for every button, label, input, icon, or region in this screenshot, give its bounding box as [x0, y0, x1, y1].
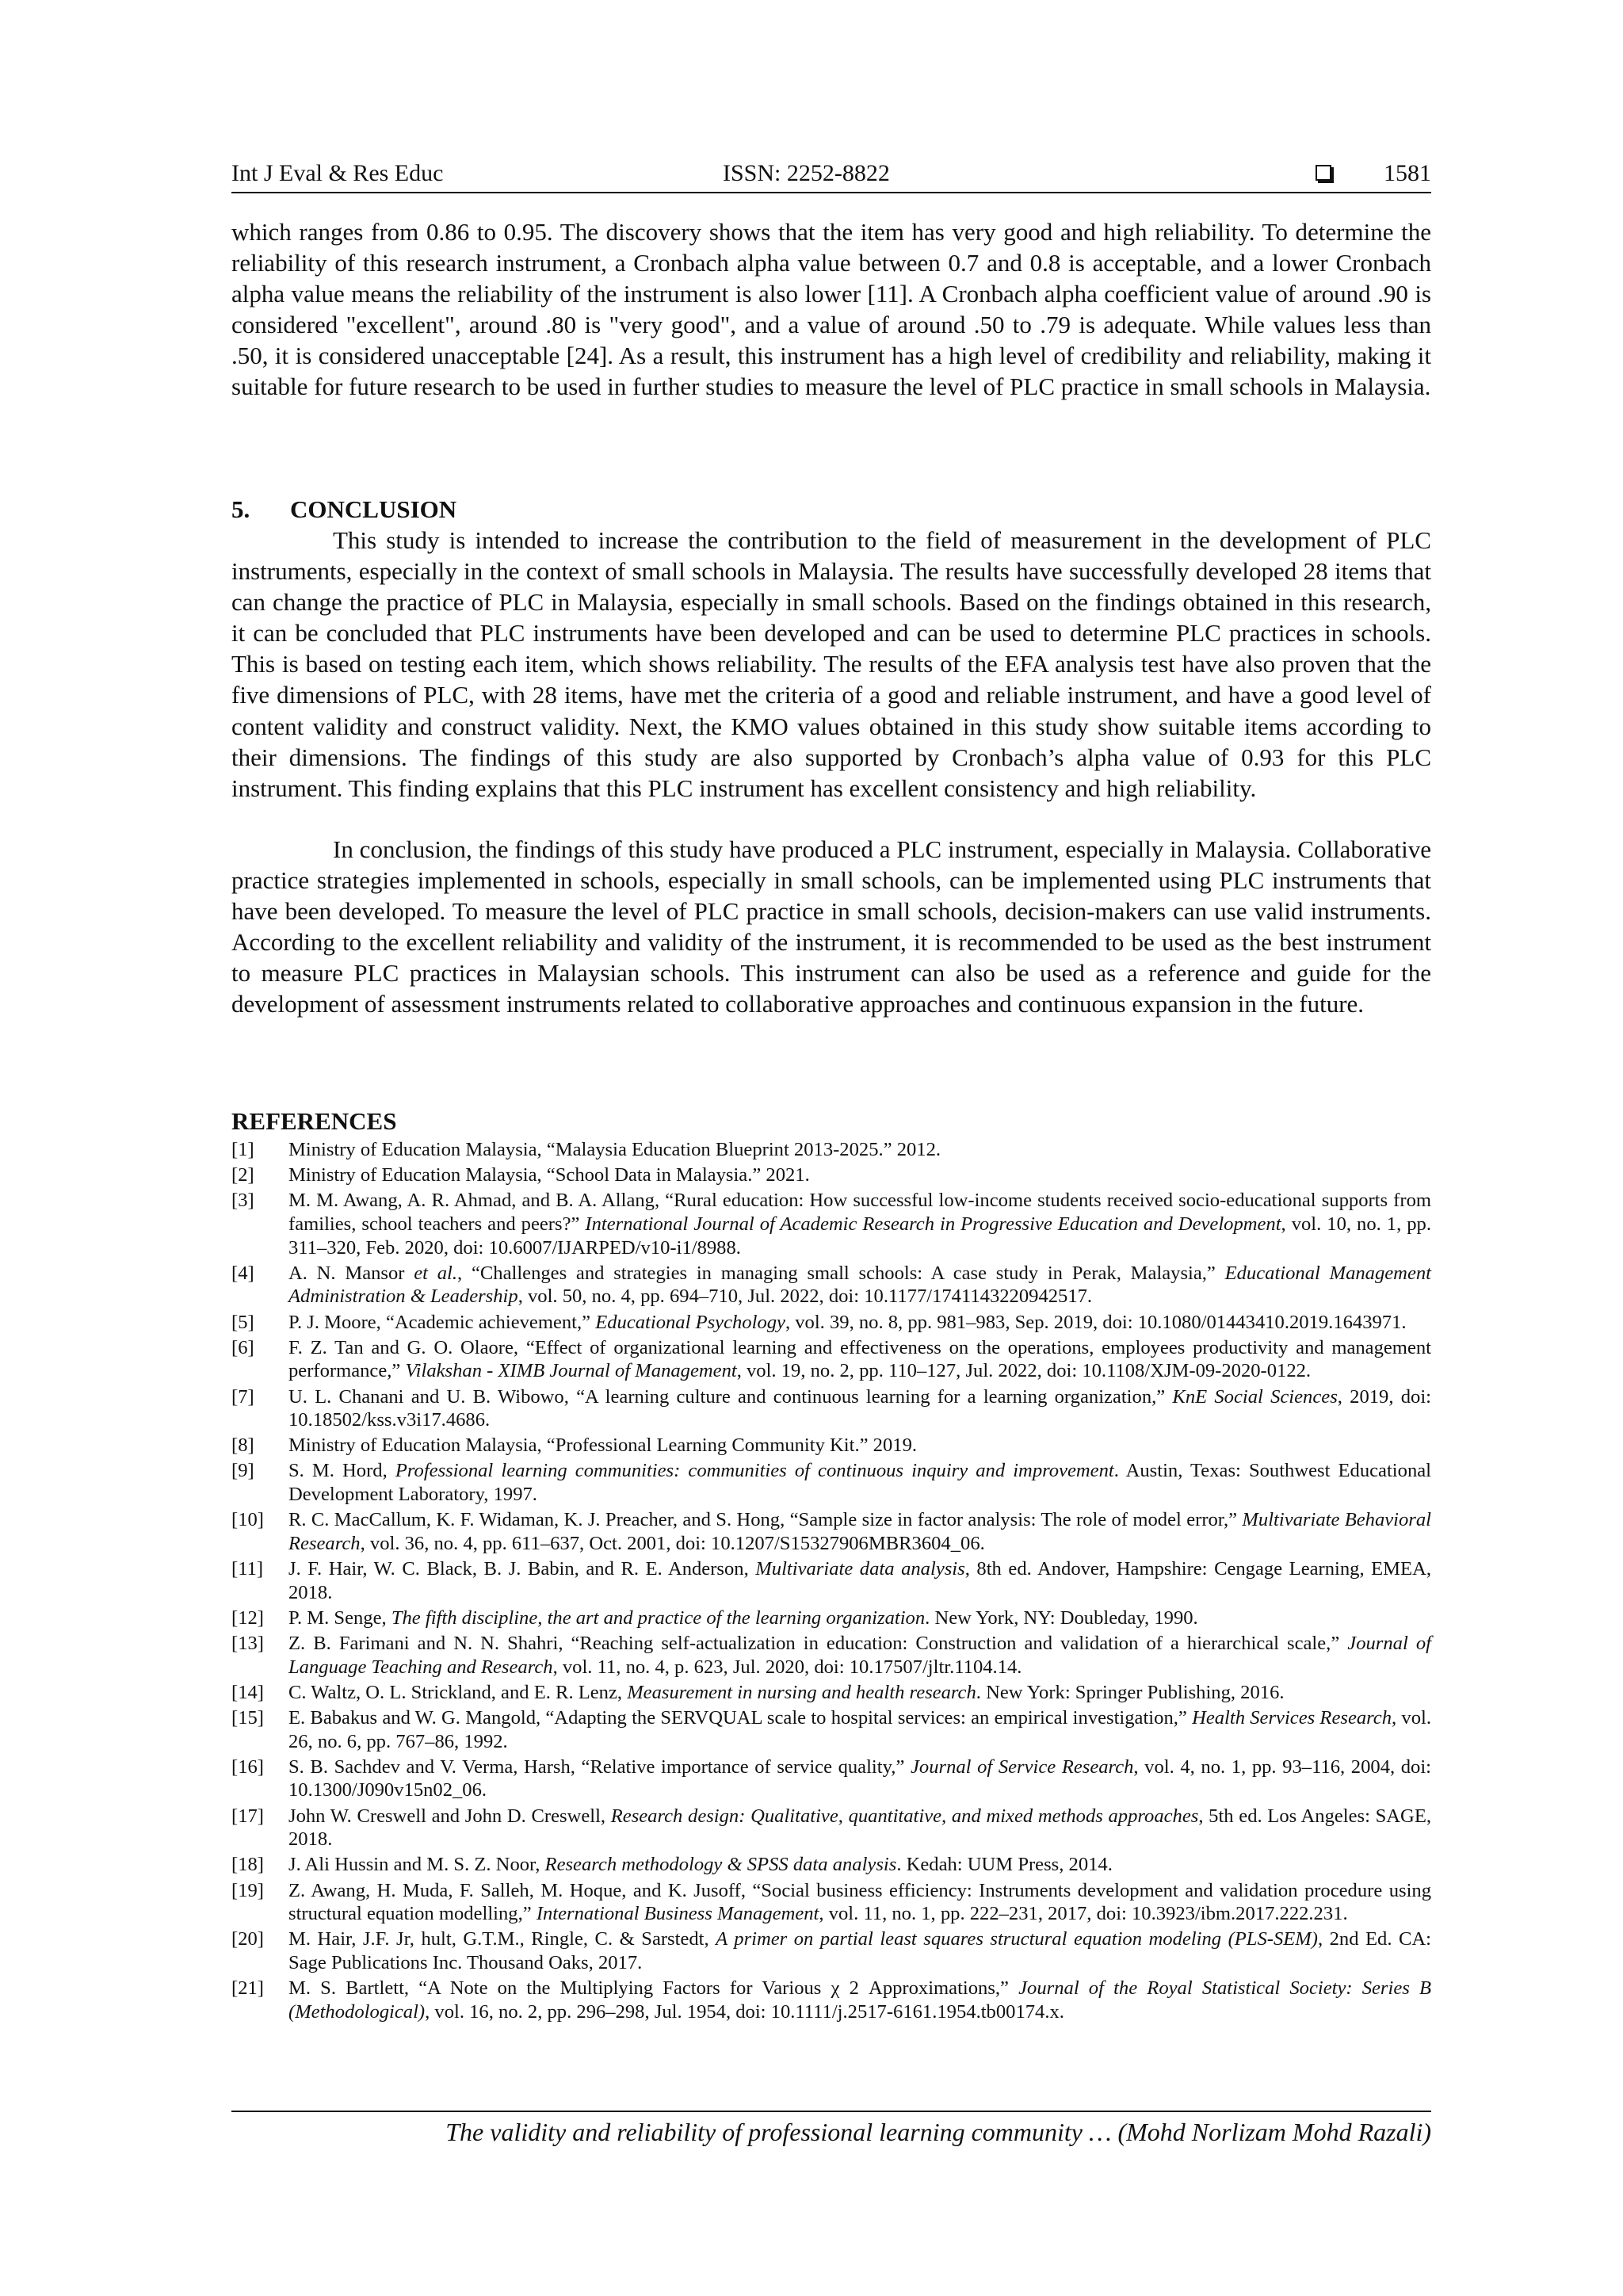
reference-segment: , vol. 11, no. 4, p. 623, Jul. 2020, doi: 10.17507/jltr.1104.14. [552, 1656, 1022, 1678]
issn: ISSN: 2252-8822 [723, 160, 890, 186]
reference-segment: , “Challenges and strategies in managing small schools: A case study in Perak, Malaysia,” [457, 1262, 1225, 1284]
reference-source-title: A primer on partial least squares structural equation modeling (PLS-SEM) [716, 1928, 1318, 1950]
reference-source-title: et al. [414, 1262, 458, 1284]
reference-segment: , 2019, doi: 10.18502/kss.v3i17.4686. [288, 1385, 1431, 1431]
page-header [231, 155, 1431, 193]
reference-item [231, 1977, 1431, 2023]
reference-item [231, 1262, 1431, 1308]
reference-text [288, 1262, 1431, 1308]
reference-source-title: Research methodology & SPSS data analysis [544, 1854, 897, 1876]
reference-item [231, 1311, 1431, 1335]
reference-source-title: Vilakshan - XIMB Journal of Management [405, 1360, 737, 1382]
reference-segment: Z. Awang, H. Muda, F. Salleh, M. Hoque, and K. Jusoff, “Social business efficiency: Instruments development and validation procedure using structural equation modelling,” [288, 1879, 1431, 1925]
reference-segment: John W. Creswell and John D. Creswell, [288, 1805, 611, 1827]
reference-text [288, 1706, 1431, 1753]
reference-text [288, 1459, 1431, 1506]
reference-number: [7] [231, 1385, 254, 1408]
reference-text [288, 1853, 1431, 1877]
reference-segment: , vol. 16, no. 2, pp. 296–298, Jul. 1954, doi: 10.1111/j.2517-6161.1954.tb00174.x. [425, 2000, 1064, 2023]
reference-number: [16] [231, 1755, 264, 1778]
reference-segment: , 2nd Ed. CA: Sage Publications Inc. Thousand Oaks, 2017. [288, 1928, 1432, 1973]
reference-number: [19] [231, 1879, 264, 1901]
reference-segment: Ministry of Education Malaysia, “Malaysia Education Blueprint 2013-2025.” 2012. [288, 1139, 941, 1160]
running-footer: The validity and reliability of professional learning community … (Mohd Norlizam Mohd Razali) [445, 2118, 1431, 2146]
reference-number: [2] [231, 1164, 254, 1186]
reference-number: [20] [231, 1928, 264, 1950]
reference-text [288, 1927, 1431, 1974]
references-heading: REFERENCES [231, 1107, 397, 1135]
reference-text [288, 1385, 1431, 1432]
reference-segment: , vol. 19, no. 2, pp. 110–127, Jul. 2022, doi: 10.1108/XJM-09-2020-0122. [736, 1360, 1312, 1382]
reference-text [288, 1508, 1431, 1555]
reference-segment: U. L. Chanani and U. B. Wibowo, “A learning culture and continuous learning for a learning organization,” [288, 1385, 1173, 1408]
reference-segment: , 8th ed. Andover, Hampshire: Cengage Learning, EMEA, 2018. [288, 1558, 1431, 1603]
reference-segment: S. B. Sachdev and V. Verma, Harsh, “Relative importance of service quality,” [288, 1755, 911, 1778]
reference-number: [11] [231, 1558, 264, 1580]
reference-item [231, 1879, 1431, 1926]
reference-item [231, 1138, 1431, 1162]
reference-segment: M. M. Awang, A. R. Ahmad, and B. A. Allang, “Rural education: How successful low-income students received socio-educational supports from families, school teachers and peers?” [288, 1190, 1431, 1235]
reference-number: [1] [231, 1139, 254, 1160]
reference-item [231, 1632, 1431, 1679]
reference-item [231, 1927, 1431, 1974]
reference-segment: Z. B. Farimani and N. N. Shahri, “Reaching self-actualization in education: Construction and validation of a hierarchical scale,” [288, 1633, 1348, 1654]
conclusion-paragraph-2: In conclusion, the findings of this study have produced a PLC instrument, especially in Malaysia. Collaborative practice strategies implemented in schools, especially in small schools, can be implemented using PLC instruments that have been developed. To measure the level of PLC practice in small schools, decision-makers can use valid instruments. According to the excellent reliability and validity of the instrument, it is recommended to be used as the best instrument to measure PLC practices in Malaysian schools. This instrument can also be used as a reference and guide for the development of assessment instruments related to collaborative approaches and continuous expansion in the future. [231, 835, 1431, 1018]
reference-item [231, 1189, 1431, 1259]
section-title: CONCLUSION [290, 495, 457, 523]
reference-number: [8] [231, 1435, 254, 1457]
reference-segment: , 5th ed. Los Angeles: SAGE, 2018. [288, 1805, 1431, 1851]
reference-item [231, 1434, 1431, 1457]
reference-text [288, 1977, 1431, 2023]
reference-source-title: Journal of the Royal Statistical Society: Series B (Methodological) [288, 1977, 1431, 2023]
reference-segment: A. N. Mansor [288, 1262, 414, 1284]
reference-segment: C. Waltz, O. L. Strickland, and E. R. Lenz, [288, 1681, 628, 1703]
footer-rule [231, 2111, 1431, 2112]
reference-text [288, 1434, 1431, 1457]
reference-segment: P. J. Moore, “Academic achievement,” [288, 1311, 596, 1333]
reference-item [231, 1163, 1431, 1187]
reference-item [231, 1755, 1431, 1802]
reference-text [288, 1632, 1431, 1679]
reference-item [231, 1681, 1431, 1705]
reference-text [288, 1189, 1431, 1259]
paper-page [231, 0, 1431, 2296]
reference-number: [17] [231, 1805, 264, 1827]
reference-item [231, 1606, 1431, 1630]
reference-text [288, 1879, 1431, 1926]
reference-number: [12] [231, 1606, 264, 1629]
reference-segment: M. Hair, J.F. Jr, hult, G.T.M., Ringle, C. & Sarstedt, [288, 1928, 716, 1950]
reference-segment: E. Babakus and W. G. Mangold, “Adapting the SERVQUAL scale to hospital services: an empirical investigation,” [288, 1706, 1193, 1729]
reference-number: [9] [231, 1460, 254, 1482]
reference-segment: , vol. 10, no. 1, pp. 311–320, Feb. 2020, doi: 10.6007/IJARPED/v10-i1/8988. [288, 1213, 1431, 1259]
reference-number: [14] [231, 1681, 264, 1703]
reference-segment: , vol. 39, no. 8, pp. 981–983, Sep. 2019, doi: 10.1080/01443410.2019.1643971. [785, 1311, 1407, 1333]
reference-segment: J. F. Hair, W. C. Black, B. J. Babin, and R. E. Anderson, [288, 1558, 756, 1580]
reference-text [288, 1755, 1431, 1802]
reference-segment: . Kedah: UUM Press, 2014. [896, 1854, 1113, 1876]
body-paragraph-continuation: which ranges from 0.86 to 0.95. The discovery shows that the item has very good and high reliability. To determine the reliability of this research instrument, a Cronbach alpha value between 0.7 and 0.8 is acceptable, and a lower Cronbach alpha value means the reliability of the instrument is also lower [11]. A Cronbach alpha coefficient value of around .90 is considered "excellent", around .80 is "very good", and a value of around .50 to .79 is adequate. While values less than .50, it is considered unacceptable [24]. As a result, this instrument has a high level of credibility and reliability, making it suitable for future research to be used in further studies to measure the level of PLC practice in small schools in Malaysia. [231, 218, 1431, 401]
reference-number: [10] [231, 1509, 264, 1531]
reference-segment: , vol. 36, no. 4, pp. 611–637, Oct. 2001, doi: 10.1207/S15327906MBR3604_06. [360, 1532, 985, 1554]
reference-number: [13] [231, 1633, 264, 1654]
reference-text [288, 1557, 1431, 1604]
reference-segment: Ministry of Education Malaysia, “Professional Learning Community Kit.” 2019. [288, 1435, 918, 1457]
reference-segment: . Austin, Texas: Southwest Educational Development Laboratory, 1997. [288, 1460, 1431, 1506]
reference-item [231, 1508, 1431, 1555]
reference-source-title: International Business Management [536, 1903, 819, 1925]
journal-name: Int J Eval & Res Educ [231, 160, 444, 186]
reference-segment: Ministry of Education Malaysia, “School Data in Malaysia.” 2021. [288, 1164, 810, 1186]
reference-number: [5] [231, 1311, 254, 1333]
reference-segment: , vol. 26, no. 6, pp. 767–86, 1992. [288, 1706, 1432, 1752]
reference-segment: P. M. Senge, [288, 1606, 391, 1629]
reference-item [231, 1336, 1431, 1383]
reference-text [288, 1336, 1431, 1383]
reference-text [288, 1606, 1431, 1630]
reference-segment: , vol. 11, no. 1, pp. 222–231, 2017, doi: 10.3923/ibm.2017.222.231. [819, 1903, 1348, 1925]
reference-segment: , vol. 4, no. 1, pp. 93–116, 2004, doi: 10.1300/J090v15n02_06. [288, 1755, 1432, 1801]
reference-number: [3] [231, 1190, 254, 1212]
reference-source-title: Multivariate data analysis [755, 1558, 965, 1580]
reference-source-title: The fifth discipline, the art and practice of the learning organization [391, 1606, 926, 1629]
reference-source-title: Research design: Qualitative, quantitative, and mixed methods approaches [610, 1805, 1199, 1827]
reference-number: [4] [231, 1262, 254, 1284]
reference-source-title: Health Services Research [1192, 1706, 1392, 1729]
reference-segment: R. C. MacCallum, K. F. Widaman, K. J. Preacher, and S. Hong, “Sample size in factor analysis: The role of model error,” [288, 1509, 1243, 1531]
reference-text [288, 1138, 1431, 1162]
section-heading [231, 494, 456, 525]
reference-list [231, 1138, 1431, 2026]
reference-item [231, 1385, 1431, 1432]
reference-item [231, 1853, 1431, 1877]
reference-source-title: Journal of Service Research [910, 1755, 1134, 1778]
reference-segment: J. Ali Hussin and M. S. Z. Noor, [288, 1854, 545, 1876]
reference-text [288, 1163, 1431, 1187]
reference-text [288, 1681, 1431, 1705]
reference-number: [21] [231, 1977, 264, 2000]
page-number: 1581 [1384, 160, 1431, 186]
reference-segment: F. Z. Tan and G. O. Olaore, “Effect of organizational learning and effectiveness on the operations, employees productivity and management performance,” [288, 1336, 1431, 1382]
reference-segment: , vol. 50, no. 4, pp. 694–710, Jul. 2022, doi: 10.1177/1741143220942517. [517, 1286, 1093, 1308]
reference-number: [15] [231, 1706, 264, 1729]
checkbox-square-icon [1316, 165, 1331, 181]
reference-source-title: Professional learning communities: communities of continuous inquiry and improvement [395, 1460, 1114, 1482]
reference-segment: . New York: Springer Publishing, 2016. [976, 1681, 1285, 1703]
reference-source-title: Multivariate Behavioral Research [288, 1509, 1431, 1554]
reference-number: [6] [231, 1336, 254, 1358]
reference-item [231, 1805, 1431, 1851]
reference-text [288, 1311, 1431, 1335]
reference-segment: . New York, NY: Doubleday, 1990. [925, 1606, 1198, 1629]
section-number: 5. [231, 495, 250, 523]
reference-item [231, 1459, 1431, 1506]
reference-segment: S. M. Hord, [288, 1460, 395, 1482]
reference-item [231, 1557, 1431, 1604]
reference-source-title: Measurement in nursing and health research [627, 1681, 976, 1703]
reference-text [288, 1805, 1431, 1851]
reference-source-title: Educational Psychology [595, 1311, 785, 1333]
reference-segment: M. S. Bartlett, “A Note on the Multiplying Factors for Various χ 2 Approximations,” [288, 1977, 1019, 2000]
reference-item [231, 1706, 1431, 1753]
reference-number: [18] [231, 1854, 264, 1876]
reference-source-title: KnE Social Sciences [1172, 1385, 1338, 1408]
reference-source-title: International Journal of Academic Research in Progressive Education and Development [585, 1213, 1281, 1235]
conclusion-paragraph-1: This study is intended to increase the contribution to the field of measurement in the development of PLC instruments, especially in the context of small schools in Malaysia. The results have successfully developed 28 items that can change the practice of PLC in Malaysia, especially in small schools. Based on the findings obtained in this research, it can be concluded that PLC instruments have been developed and can be used to determine PLC practices in schools. This is based on testing each item, which shows reliability. The results of the EFA analysis test have also proven that the five dimensions of PLC, with 28 items, have met the criteria of a good and reliable instrument, and have a good level of content validity and construct validity. Next, the KMO values obtained in this study show suitable items according to their dimensions. The findings of this study are also supported by Cronbach’s alpha value of 0.93 for this PLC instrument. This finding explains that this PLC instrument has excellent consistency and high reliability. [231, 526, 1431, 802]
reference-source-title: Journal of Language Teaching and Research [288, 1633, 1431, 1678]
reference-source-title: Educational Management Administration & Leadership [288, 1262, 1431, 1308]
